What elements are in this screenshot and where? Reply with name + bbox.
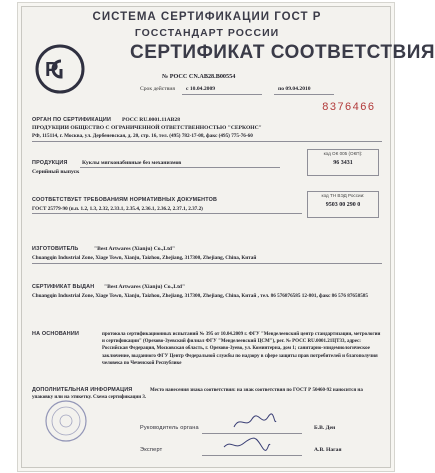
agency-title: ГОССТАНДАРТ РОССИИ [134, 27, 280, 39]
okp-code-box [307, 149, 379, 176]
issued-label: СЕРТИФИКАТ ВЫДАН [32, 284, 95, 290]
tnved-label: код ТН ВЭД России: [321, 193, 365, 198]
organ-name: ПРОДУКЦИИ ОБЩЕСТВО С ОГРАНИЧЕННОЙ ОТВЕТСТВЕННОСТЬЮ "СЕРКОНС" [32, 125, 262, 131]
basis-text: протокола сертификационных испытаний № 395 от 10.04.2009 г. ФГУ "Менделеевский центр стандартизации, метрологии и сертификации" (Орехово-Зуевский филиал ФГУ "Менделеевский ЦСМ"), рег. № РОСС RU.0001.21ЦТ33, адрес: Российская Федерация, Московская область, г. Орехово-Зуево, ул. Коминтерна, дом 1; санитарно-эпидемиологическое заключение, выданного ФГУ Центр Федеральной службы по надзору в сфере защиты прав потребителей и благополучия человека по Чеченской Республике [102, 332, 381, 366]
head-name: Б.В. Ден [314, 425, 336, 431]
validity-label: Срок действия [140, 86, 175, 92]
basis-label: НА ОСНОВАНИИ [32, 331, 80, 337]
head-signature-label: Руководитель органа [140, 425, 199, 431]
requirements-label: СООТВЕТСТВУЕТ ТРЕБОВАНИЯМ НОРМАТИВНЫХ ДОКУМЕНТОВ [32, 197, 218, 203]
validity-from: с 10.04.2009 [186, 86, 216, 92]
okp-value: 96 3431 [333, 160, 353, 166]
certificate-number: № РОСС CN.АВ28.В00554 [162, 73, 236, 80]
svg-text:Р: Р [45, 59, 59, 81]
expert-signature-icon [222, 435, 272, 453]
product-series: Серийный выпуск [32, 169, 80, 175]
issued-address: Chuangqin Industrial Zone, Xiage Town, Xianju, Taizhou, Zhejiang, 317300, Zhejiang, China, Китай , тел. 86 576876585 12-801, факс 86 576 87658585 [32, 293, 368, 299]
requirements-value: ГОСТ 25779-90 (п.п. 1.2, 1.3, 2.32, 2.33.1, 2.35.4, 2.36.1, 2.36.2, 2.37.1, 2.37.2) [32, 206, 203, 212]
official-seal-icon [44, 399, 88, 443]
additional-text: Место нанесения знака соответствия: на знак соответствия по ГОСТ Р 50460-92 наносится на упаковку или на этикетку. Схема сертификации 3. [32, 388, 363, 401]
gost-r-mark-icon [34, 43, 86, 95]
okp-label: код ОК 005 (ОКП): [323, 151, 363, 156]
system-title: СИСТЕМА СЕРТИФИКАЦИИ ГОСТ Р [92, 11, 322, 23]
organ-code: РОСС RU.0001.11АВ28 [122, 117, 180, 123]
product-label: ПРОДУКЦИЯ [32, 160, 68, 166]
tnved-value: 9503 00 290 0 [325, 202, 361, 208]
expert-name: А.В. Нагая [314, 447, 342, 453]
document-title: СЕРТИФИКАТ СООТВЕТСТВИЯ [130, 42, 435, 63]
head-signature-icon [232, 413, 278, 431]
tnved-code-box [307, 191, 379, 218]
validity-to: по 09.04.2010 [278, 86, 311, 92]
serial-number: 8376466 [322, 102, 376, 114]
product-value: Куклы мягконабивные без механизмов [82, 160, 182, 166]
organ-address: РФ, 115114, г. Москва, ул. Дербеневская, д. 20, стр. 16, тел. (495) 782-17-08, факс (495) 775-76-60 [32, 133, 253, 139]
manufacturer-address: Chuangqin Industrial Zone, Xiage Town, Xianju, Taizhou, Zhejiang, 317300, Zhejiang, China, Китай [32, 255, 257, 261]
certificate-sheet [21, 6, 435, 468]
manufacturer-name: "Best Artwares (Xianju) Co.,Ltd" [94, 246, 176, 252]
expert-signature-label: Эксперт [140, 447, 163, 453]
organ-label: ОРГАН ПО СЕРТИФИКАЦИИ [32, 117, 112, 123]
manufacturer-label: ИЗГОТОВИТЕЛЬ [32, 246, 79, 252]
issued-name: "Best Artwares (Xianju) Co.,Ltd" [104, 284, 186, 290]
additional-label: ДОПОЛНИТЕЛЬНАЯ ИНФОРМАЦИЯ [32, 387, 133, 393]
